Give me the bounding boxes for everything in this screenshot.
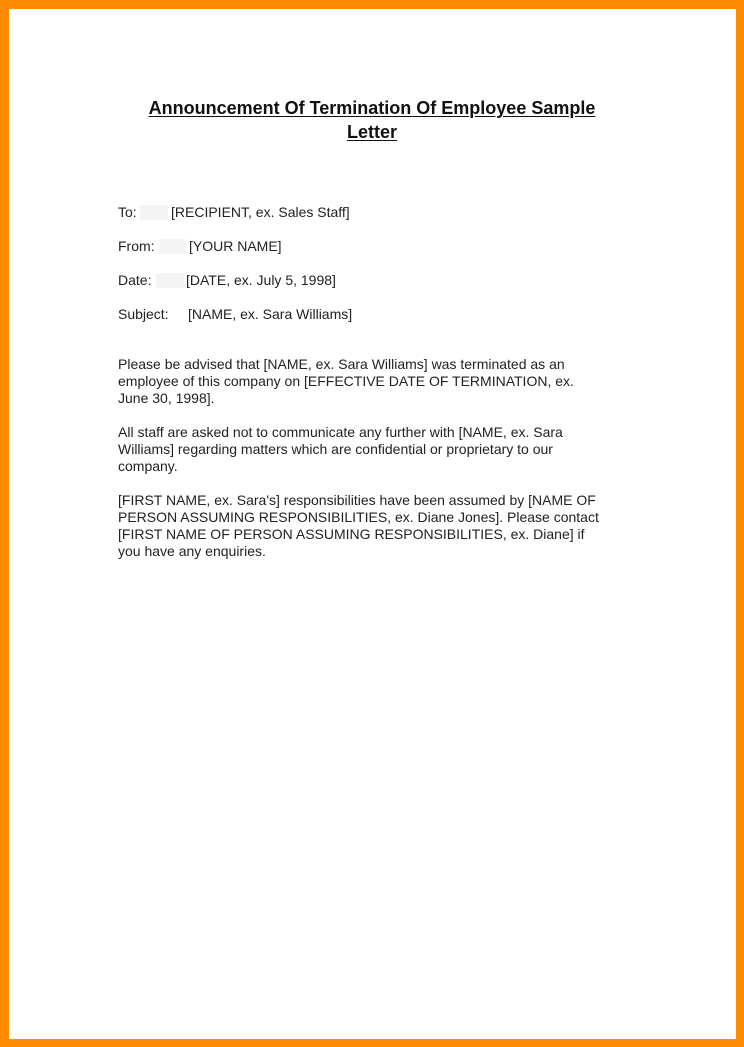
paragraph-line: you have any enquiries.: [118, 543, 266, 559]
paragraph-line: June 30, 1998].: [118, 390, 215, 406]
paragraph-line: Williams] regarding matters which are confidential or proprietary to our: [118, 441, 553, 457]
paragraph-line: [FIRST NAME OF PERSON ASSUMING RESPONSIBILITIES, ex. Diane] if: [118, 526, 585, 542]
subject-field: [118, 306, 353, 323]
title-line-2: Letter: [346, 122, 397, 142]
date-field: [118, 272, 336, 289]
to-spacer: [140, 205, 168, 220]
paragraph-line: company.: [118, 458, 178, 474]
paragraph-line: PERSON ASSUMING RESPONSIBILITIES, ex. Diane Jones]. Please contact: [118, 509, 599, 525]
paragraph-1: [118, 356, 628, 407]
paragraph-line: employee of this company on [EFFECTIVE DATE OF TERMINATION, ex.: [118, 373, 574, 389]
to-value: [RECIPIENT, ex. Sales Staff]: [171, 204, 350, 220]
date-label: Date:: [118, 272, 152, 288]
document-title: [108, 96, 636, 144]
paragraph-3: [118, 492, 628, 560]
paragraph-line: All staff are asked not to communicate any further with [NAME, ex. Sara: [118, 424, 563, 440]
from-spacer: [160, 239, 186, 254]
date-spacer: [156, 273, 184, 288]
to-field: [118, 204, 350, 221]
title-line-1: Announcement Of Termination Of Employee Sample: [148, 98, 596, 118]
paragraph-2: [118, 424, 628, 475]
paragraph-line: [FIRST NAME, ex. Sara's] responsibilities have been assumed by [NAME OF: [118, 492, 596, 508]
from-field: [118, 238, 282, 255]
date-value: [DATE, ex. July 5, 1998]: [186, 272, 336, 288]
from-value: [YOUR NAME]: [189, 238, 282, 254]
from-label: From:: [118, 238, 155, 254]
to-label: To:: [118, 204, 137, 220]
subject-value: [NAME, ex. Sara Williams]: [188, 306, 353, 322]
subject-label: Subject:: [118, 306, 169, 322]
paragraph-line: Please be advised that [NAME, ex. Sara Williams] was terminated as an: [118, 356, 565, 372]
